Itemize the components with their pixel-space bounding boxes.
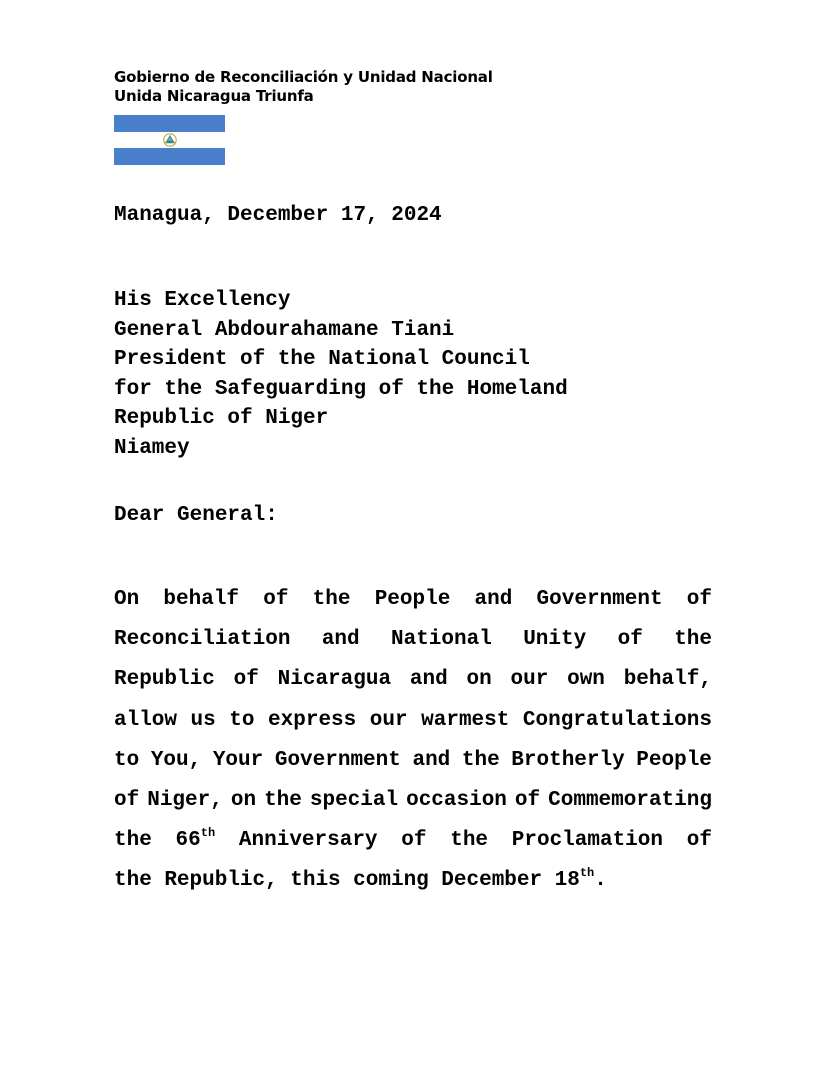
body-word: National [391, 628, 492, 652]
body-word: December [441, 869, 543, 893]
body-word: Unity [523, 628, 587, 652]
body-word: 18th. [554, 866, 607, 893]
body-word: Anniversary [238, 829, 378, 853]
letter-date: Managua, December 17, 2024 [114, 204, 442, 227]
body-word: us [190, 708, 216, 732]
body-word: the [114, 869, 152, 893]
body-word: express [268, 708, 357, 732]
body-word: Brotherly [511, 748, 625, 772]
body-word: behalf, [623, 668, 712, 692]
body-word: the [312, 588, 351, 611]
body-word: the [114, 829, 152, 853]
body-line [114, 701, 712, 741]
body-word: of [263, 588, 289, 611]
body-line [114, 580, 712, 620]
body-word: Niger, [147, 788, 223, 812]
body-word: our [369, 708, 408, 732]
body-word: Commemorating [548, 788, 712, 812]
letter-body [114, 580, 712, 902]
body-word: Nicaragua [277, 668, 392, 692]
body-word: Government [274, 748, 401, 772]
body-word: to [229, 708, 255, 732]
body-line [114, 861, 712, 901]
body-word: own [567, 668, 605, 692]
body-word: and [321, 628, 360, 652]
body-word: and [474, 588, 513, 611]
body-word: to [114, 748, 140, 772]
recipient-line: Niamey [114, 436, 190, 460]
ordinal-suffix: th [200, 826, 216, 841]
body-word: of [686, 588, 712, 611]
body-word: You, [150, 748, 202, 772]
body-word: Republic [114, 668, 215, 692]
body-word: Congratulations [522, 708, 712, 732]
body-word: Reconciliation [114, 628, 291, 652]
body-word: of [401, 829, 427, 853]
ordinal-suffix: th [579, 866, 595, 881]
body-word: the [450, 829, 489, 853]
body-word: coming [353, 869, 429, 893]
body-line [114, 741, 712, 781]
body-word: occasion [406, 788, 507, 812]
body-line [114, 781, 712, 821]
body-word: People [374, 588, 451, 611]
body-word: of [514, 788, 541, 812]
body-word: 66th [175, 826, 216, 853]
body-word: on [230, 788, 257, 812]
body-word: People [636, 748, 712, 772]
body-word: of [114, 788, 140, 812]
body-word: this [290, 869, 341, 893]
body-word: allow [114, 708, 178, 732]
body-word: of [233, 668, 259, 692]
coat-of-arms-icon [162, 133, 178, 147]
body-word: and [412, 748, 451, 772]
body-line [114, 660, 712, 700]
body-word: of [686, 829, 712, 853]
letterhead [114, 68, 493, 106]
body-line [114, 620, 712, 660]
salutation: Dear General: [114, 504, 278, 527]
recipient-line: for the Safeguarding of the Homeland [114, 377, 568, 401]
body-word: behalf [163, 588, 240, 611]
body-word: Republic, [164, 869, 278, 893]
recipient-line: General Abdourahamane Tiani [114, 318, 455, 342]
body-word: Your [212, 748, 264, 772]
body-word: on [466, 668, 492, 692]
letterhead-government-name: Gobierno de Reconciliación y Unidad Nacional [114, 68, 493, 86]
body-word: the [674, 628, 712, 652]
recipient-line: President of the National Council [114, 348, 530, 371]
recipient-block [114, 286, 568, 463]
body-word: Government [536, 588, 663, 611]
body-word: the [461, 748, 500, 772]
recipient-line: His Excellency [114, 289, 291, 312]
body-word: On [114, 588, 140, 611]
body-word: and [409, 668, 448, 692]
body-line [114, 821, 712, 861]
body-word: of [617, 628, 643, 652]
recipient-line: Republic of Niger [114, 407, 329, 430]
body-word: special [309, 788, 399, 812]
body-word: warmest [421, 708, 510, 732]
letterhead-slogan: Unida Nicaragua Triunfa [114, 87, 314, 105]
body-word: our [510, 668, 549, 692]
body-word: Proclamation [511, 829, 663, 853]
body-word: the [264, 788, 302, 812]
nicaragua-flag-icon [114, 115, 225, 165]
